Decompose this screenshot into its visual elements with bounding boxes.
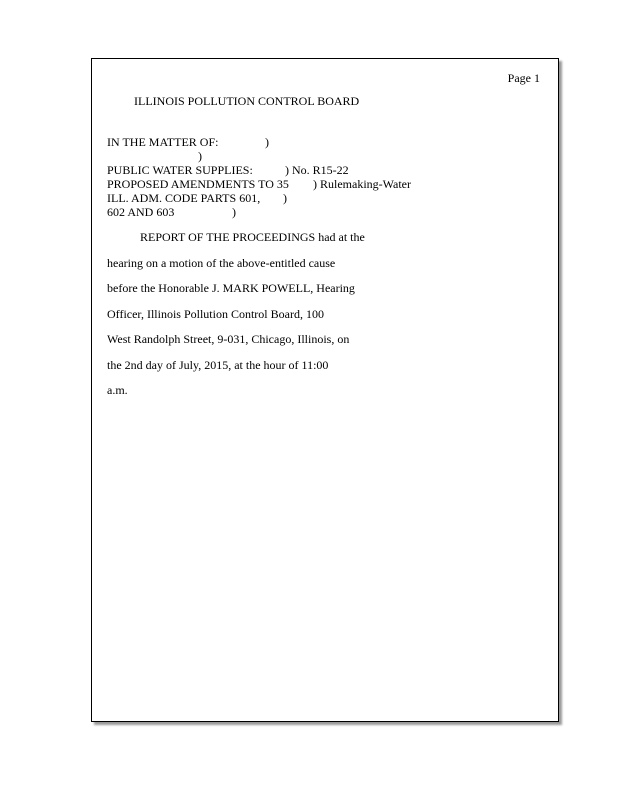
caption-paren: ) [198, 149, 202, 163]
caption-paren: ) [283, 191, 287, 205]
document-page [91, 58, 559, 722]
caption-line-2 [107, 149, 547, 163]
caption-docket-number: ) No. R15-22 [285, 163, 349, 177]
caption-proceeding-type: ) Rulemaking-Water [313, 177, 411, 191]
proceedings-paragraph [107, 229, 547, 408]
board-title: ILLINOIS POLLUTION CONTROL BOARD [134, 94, 360, 108]
body-line: a.m. [107, 383, 128, 397]
body-line: REPORT OF THE PROCEEDINGS had at the [140, 230, 365, 244]
caption-line-5 [107, 191, 547, 205]
body-line: before the Honorable J. MARK POWELL, Hearing [107, 281, 355, 295]
caption-line-4 [107, 177, 547, 191]
page-number: Page 1 [507, 71, 540, 85]
body-line: the 2nd day of July, 2015, at the hour of 11:00 [107, 357, 329, 372]
caption-subject: PROPOSED AMENDMENTS TO 35 [107, 177, 289, 191]
body-line: hearing on a motion of the above-entitled cause [107, 255, 336, 270]
caption-line-3 [107, 163, 547, 177]
caption-subject: ILL. ADM. CODE PARTS 601, [107, 191, 261, 205]
caption-matter-label: IN THE MATTER OF: [107, 135, 219, 149]
caption-paren: ) [232, 205, 236, 219]
caption-paren: ) [265, 135, 269, 149]
caption-line-1 [107, 135, 547, 149]
case-caption [107, 135, 547, 219]
body-line: Officer, Illinois Pollution Control Board, 100 [107, 306, 324, 321]
body-line: West Randolph Street, 9-031, Chicago, Illinois, on [107, 332, 350, 346]
caption-subject: PUBLIC WATER SUPPLIES: [107, 163, 253, 177]
caption-line-6 [107, 205, 547, 219]
caption-subject: 602 AND 603 [107, 205, 175, 219]
